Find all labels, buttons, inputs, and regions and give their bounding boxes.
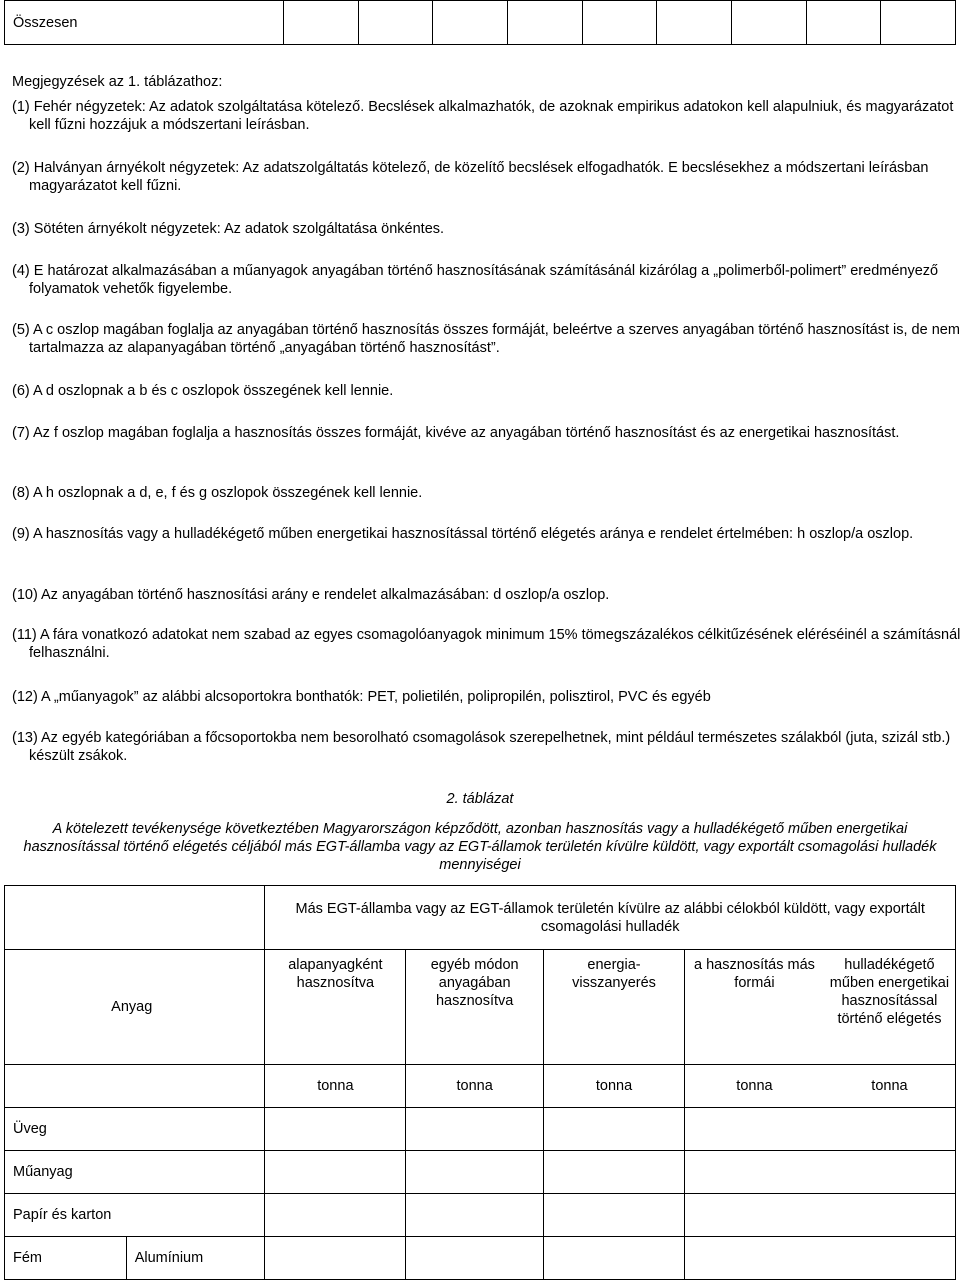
table-row	[5, 1194, 956, 1237]
column-header-label: hulladékégető műben energetikai hasznosítással történő elégetés	[829, 957, 950, 1027]
table-row	[5, 1151, 956, 1194]
table2-caption: A kötelezett tevékenysége következtében Magyarországon képződött, azonban hasznosítás vagy a hulladékégető műben energetikai hasznosítással történő elégetés céljából más EGT-államba vagy az EGT-államok területén kívülre küldött, vagy exportált csomagolási hulladék mennyiségei	[23, 821, 937, 873]
table2	[4, 885, 956, 1280]
table-row	[5, 1237, 956, 1280]
material-label: Papír és karton	[5, 1194, 265, 1237]
note-item: (1) Fehér négyzetek: Az adatok szolgáltatása kötelező. Becslések alkalmazhatók, de azoknak empirikus adatokon kell alapulniuk, és magyarázatot kell fűzni hozzájuk a módszertani leírásban.	[12, 99, 954, 133]
note-item: (5) A c oszlop magában foglalja az anyagában történő hasznosítás összes formáját, beleértve a szerves anyagában történő hasznosítást is, de nem tartalmazza az alapanyagában történő „anyagában történő hasznosítást”.	[12, 322, 960, 356]
unit-label: tonna	[265, 1065, 406, 1108]
summary-cell	[284, 1, 359, 45]
summary-cell	[881, 1, 956, 45]
table-row	[5, 1108, 956, 1151]
unit-label: tonna	[544, 1065, 685, 1108]
summary-cell	[731, 1, 806, 45]
summary-row-table	[4, 0, 956, 45]
note-item: (12) A „műanyagok” az alábbi alcsoportokra bonthatók: PET, polietilén, polipropilén, polisztirol, PVC és egyéb	[12, 689, 711, 705]
note-item: (13) Az egyéb kategóriában a főcsoportokba nem besorolható csomagolások szerepelhetnek, mint például természetes szálakból (juta, szizál stb.) készült zsákok.	[12, 730, 951, 764]
summary-cell	[507, 1, 582, 45]
summary-cell	[806, 1, 881, 45]
table2-blank-header	[5, 886, 265, 950]
note-item: (6) A d oszlopnak a b és c oszlopok összegének kell lennie.	[12, 383, 394, 399]
note-item: (7) Az f oszlop magában foglalja a hasznosítás összes formáját, kivéve az anyagában történő hasznosítást és az energetikai hasznosítást.	[12, 425, 900, 441]
column-header: egyéb módon anyagában hasznosítva	[406, 950, 544, 1065]
column-header-label: a hasznosítás más formái	[694, 957, 815, 991]
note-item: (10) Az anyagában történő hasznosítási arány e rendelet alkalmazásában: d oszlop/a oszlop.	[12, 587, 610, 603]
summary-label: Összesen	[5, 1, 284, 45]
note-item: (11) A fára vonatkozó adatokat nem szabad az egyes csomagolóanyagok minimum 15% tömegszázalékos célkitűzésének eléréséinél a számításnál felhasználni.	[12, 627, 960, 661]
note-item: (3) Sötéten árnyékolt négyzetek: Az adatok szolgáltatása önkéntes.	[12, 221, 445, 237]
notes-heading: Megjegyzések az 1. táblázathoz:	[12, 73, 223, 90]
table2-row-header	[5, 950, 265, 1065]
unit-label: tonna	[871, 1078, 908, 1094]
summary-cell	[433, 1, 508, 45]
column-header	[684, 950, 955, 1065]
column-header: alapanyagként hasznosítva	[265, 950, 406, 1065]
table2-group-header: Más EGT-államba vagy az EGT-államok területén kívülre az alábbi célokból küldött, vagy exportált csomagolási hulladék	[265, 886, 956, 950]
submaterial-label: Alumínium	[126, 1237, 265, 1280]
note-item: (2) Halványan árnyékolt négyzetek: Az adatszolgáltatás kötelező, de közelítő becslések elfogadhatók. E becslésekhez a módszertani leírásban magyarázatot kell fűzni.	[12, 160, 929, 194]
row-header-label: Anyag	[111, 999, 153, 1015]
summary-cell	[582, 1, 657, 45]
table2-title: 2. táblázat	[446, 791, 514, 807]
unit-label-pair	[684, 1065, 955, 1108]
material-label: Műanyag	[5, 1151, 265, 1194]
note-item: (8) A h oszlopnak a d, e, f és g oszlopok összegének kell lennie.	[12, 485, 423, 501]
summary-cell	[657, 1, 732, 45]
unit-blank	[5, 1065, 265, 1108]
summary-cell	[358, 1, 433, 45]
note-item: (9) A hasznosítás vagy a hulladékégető műben energetikai hasznosítással történő elégetés aránya e rendelet értelmében: h oszlop/a oszlop.	[12, 526, 914, 542]
column-header-label: energia-visszanyerés	[572, 957, 656, 991]
unit-label: tonna	[406, 1065, 544, 1108]
note-item: (4) E határozat alkalmazásában a műanyagok anyagában történő hasznosításának számításánál kizárólag a „polimerből-polimert” eredményező folyamatok vehetők figyelembe.	[12, 263, 939, 297]
unit-label: tonna	[736, 1078, 773, 1094]
column-header	[544, 950, 685, 1065]
material-label: Üveg	[5, 1108, 265, 1151]
material-label: Fém	[5, 1237, 127, 1280]
